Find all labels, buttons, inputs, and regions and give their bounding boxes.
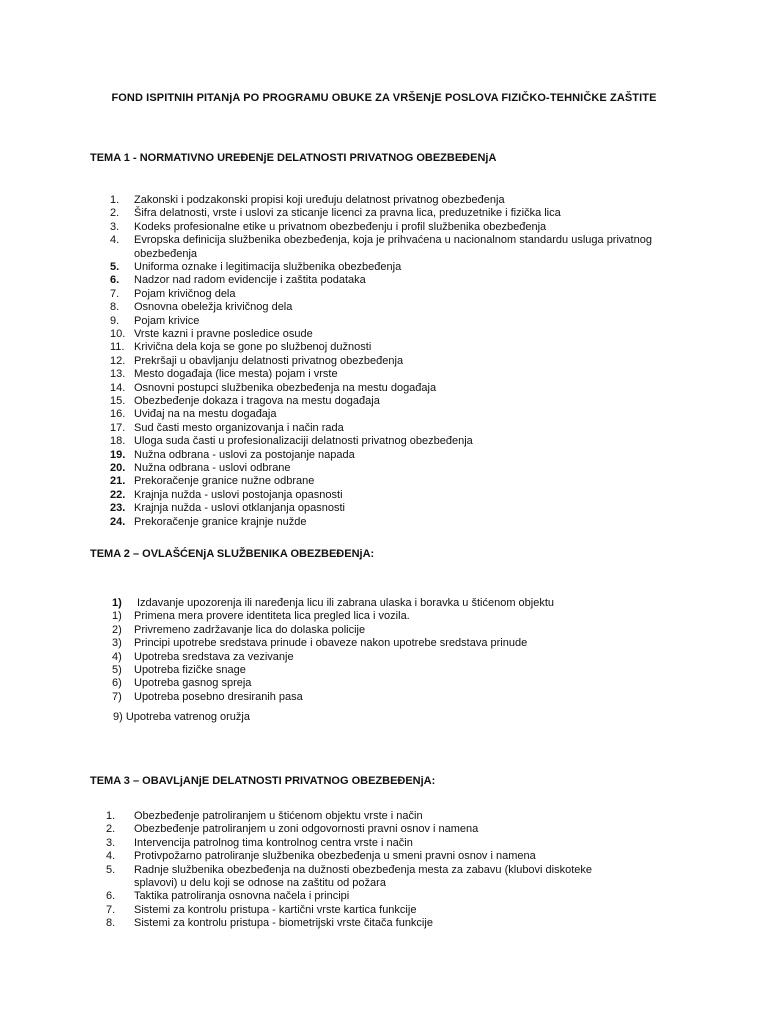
item-text: Obezbeđenje patroliranjem u zoni odgovornosti pravni osnov i namena — [134, 823, 479, 836]
item-text: Nužna odbrana - uslovi za postojanje napada — [134, 448, 355, 461]
item-number: 5. — [106, 863, 116, 876]
item-number: 7. — [106, 903, 116, 916]
tema2-heading: TEMA 2 – OVLAŠĆENjA SLUŽBENIKA OBEZBEĐENjA: — [90, 548, 375, 560]
item-text: Kodeks profesionalne etike u privatnom obezbeđenju i profil službenika obezbeđenja — [134, 220, 547, 233]
item-number: 5. — [110, 261, 120, 273]
item-text: Obezbeđenje dokaza i tragova na mestu događaja — [134, 395, 380, 407]
item-number: 1) — [112, 597, 122, 609]
item-number: 3. — [110, 220, 120, 233]
item-number: 10. — [110, 328, 126, 340]
item-number: 6) — [112, 677, 122, 690]
item-number: 17. — [110, 421, 126, 434]
item-text-continuation: splavovi) u delu koji se odnose na zaštitu od požara — [134, 877, 386, 889]
item-text: Protivpožarno patroliranje službenika obezbeđenja u smeni pravni osnov i namena — [134, 850, 536, 863]
item-text: Sistemi za kontrolu pristupa - kartični vrste kartica funkcije — [134, 903, 417, 916]
item-number: 7. — [110, 287, 120, 300]
item-number: 4) — [112, 650, 122, 663]
item-number: 12. — [110, 354, 126, 367]
item-number: 2. — [106, 823, 116, 836]
item-number: 8. — [106, 917, 116, 930]
item-text: Nadzor nad radom evidencije i zaštita podataka — [134, 274, 366, 287]
item-number: 3) — [112, 637, 122, 650]
item-number: 8. — [110, 301, 120, 314]
item-number: 4. — [110, 234, 120, 247]
item-text: Upotreba sredstava za vezivanje — [134, 650, 294, 663]
tema1-heading: TEMA 1 - NORMATIVNO UREĐENjE DELATNOSTI PRIVATNOG OBEZBEĐENjA — [90, 152, 497, 164]
item-text: Intervencija patrolnog tima kontrolnog centra vrste i način — [134, 836, 413, 849]
item-number: 13. — [110, 368, 126, 381]
item-number: 6. — [106, 890, 116, 903]
item-number: 1) — [112, 610, 122, 623]
item-text: Prekršaji u obavljanju delatnosti privatnog obezbeđenja — [134, 354, 404, 367]
item-text: Krivična dela koja se gone po službenoj dužnosti — [134, 341, 372, 354]
document-title: FOND ISPITNIH PITANjA PO PROGRAMU OBUKE ZA VRŠENjE POSLOVA FIZIČKO-TEHNIČKE ZAŠTITE — [111, 92, 657, 104]
item-text: Primena mera provere identiteta lica pregled lica i vozila. — [134, 610, 410, 623]
item-number: 1. — [106, 810, 116, 822]
item-text: Sud časti mesto organizovanja i način rada — [134, 421, 344, 434]
item-text: Osnovna obeležja krivičnog dela — [134, 301, 293, 314]
item-text: Mesto događaja (lice mesta) pojam i vrste — [134, 368, 338, 381]
item-number: 24. — [110, 515, 126, 528]
item-text: Radnje službenika obezbeđenja na dužnosti obezbeđenja mesta za zabavu (klubovi diskoteke — [134, 863, 593, 876]
item-number: 6. — [110, 274, 120, 287]
item-text: Krajnja nužda - uslovi postojanja opasnosti — [134, 488, 343, 501]
item-text: Principi upotrebe sredstava prinude i obaveze nakon upotrebe sredstava prinude — [134, 637, 528, 650]
item-number: 15. — [110, 395, 126, 407]
item-text-continuation: obezbeđenja — [134, 247, 198, 260]
item-text: Uviđaj na na mestu događaja — [134, 408, 277, 421]
item-number: 14. — [110, 381, 126, 394]
item-text: Izdavanje upozorenja ili naređenja licu ili zabrana ulaska i boravka u štićenom objektu — [137, 597, 555, 609]
item-text: Vrste kazni i pravne posledice osude — [134, 328, 313, 340]
item-text: Pojam krivičnog dela — [134, 287, 236, 300]
item-number: 19. — [110, 448, 126, 461]
item-text: Upotreba fizičke snage — [134, 664, 246, 676]
item-number: 9. — [110, 314, 120, 327]
item-number: 21. — [110, 475, 126, 488]
item-number: 11. — [110, 341, 125, 354]
item-text: Prekoračenje granice krajnje nužde — [134, 515, 307, 528]
item-number: 2. — [110, 207, 120, 220]
tema3-heading: TEMA 3 – OBAVLjANjE DELATNOSTI PRIVATNOG OBEZBEĐENjA: — [90, 775, 436, 787]
item-number: 5) — [112, 664, 122, 676]
item-text: Sistemi za kontrolu pristupa - biometrijski vrste čitača funkcije — [134, 917, 433, 930]
item-text: Evropska definicija službenika obezbeđenja, koja je prihvaćena u nacionalnom standardu usluga privatnog — [134, 234, 652, 247]
item-text: Osnovni postupci službenika obezbeđenja na mestu događaja — [134, 381, 437, 394]
item-number: 18. — [110, 435, 126, 448]
item-number: 1. — [110, 194, 120, 206]
tema2-last-item: 9) Upotreba vatrenog oružja — [113, 711, 250, 723]
item-number: 16. — [110, 408, 126, 421]
item-text: Uniforma oznake i legitimacija službenika obezbeđenja — [134, 261, 402, 273]
item-number: 2) — [112, 623, 122, 636]
item-text: Prekoračenje granice nužne odbrane — [134, 475, 315, 488]
item-text: Krajnja nužda - uslovi otklanjanja opasnosti — [134, 502, 345, 515]
item-number: 4. — [106, 850, 116, 863]
item-text: Zakonski i podzakonski propisi koji uređuju delatnost privatnog obezbeđenja — [134, 194, 505, 206]
item-number: 23. — [110, 502, 126, 515]
item-text: Privremeno zadržavanje lica do dolaska policije — [134, 623, 366, 636]
item-number: 22. — [110, 488, 126, 501]
item-text: Pojam krivice — [134, 314, 200, 327]
item-text: Nužna odbrana - uslovi odbrane — [134, 462, 291, 474]
item-text: Uloga suda časti u profesionalizaciji delatnosti privatnog obezbeđenja — [134, 435, 473, 448]
item-text: Upotreba posebno dresiranih pasa — [134, 690, 303, 703]
item-text: Šifra delatnosti, vrste i uslovi za sticanje licenci za pravna lica, preduzetnike i fizička lica — [134, 207, 561, 220]
item-text: Upotreba gasnog spreja — [134, 677, 252, 690]
item-text: Taktika patroliranja osnovna načela i principi — [134, 890, 350, 903]
item-text: Obezbeđenje patroliranjem u štićenom objektu vrste i način — [134, 810, 423, 822]
item-number: 3. — [106, 836, 116, 849]
item-number: 7) — [112, 690, 122, 703]
item-number: 20. — [110, 462, 126, 474]
